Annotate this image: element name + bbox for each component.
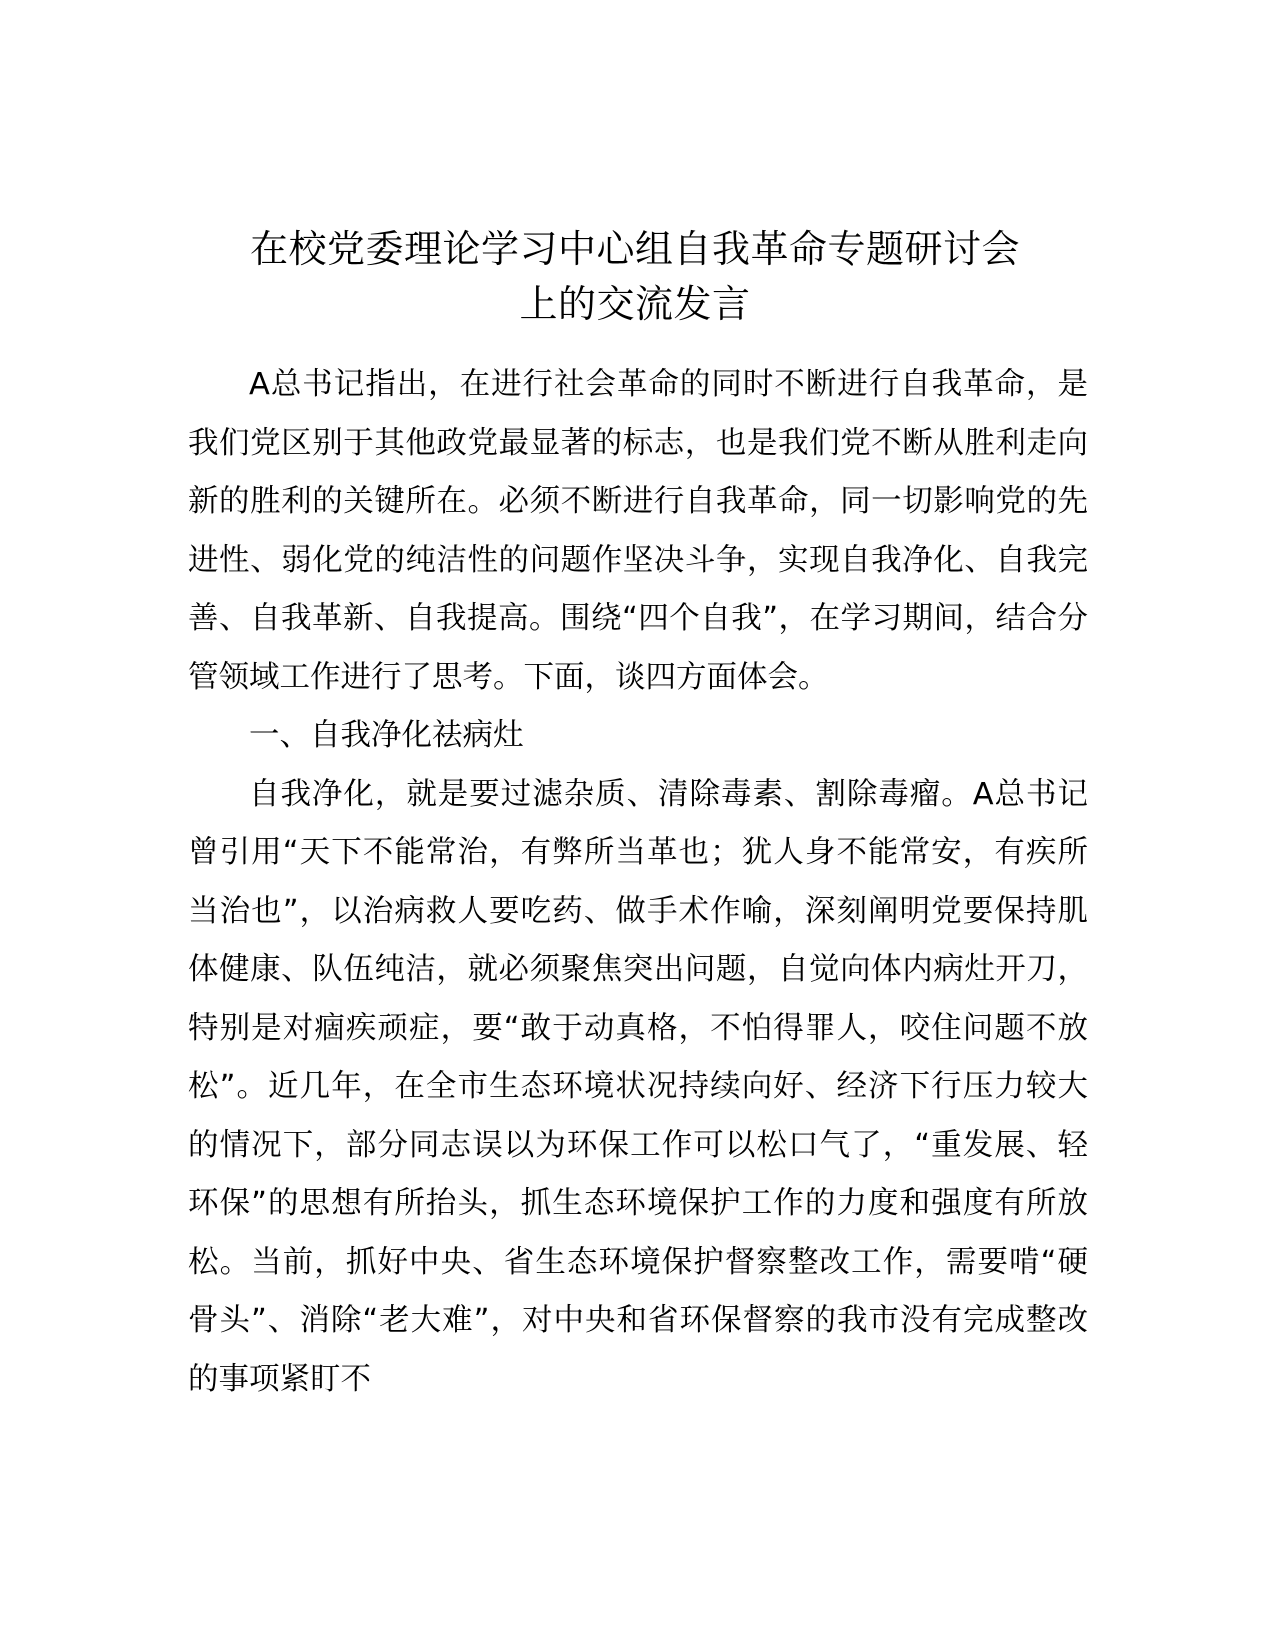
section-heading-1: 一、自我净化祛病灶: [249, 718, 524, 753]
title-line-1: 在校党委理论学习中心组自我革命专题研讨会: [249, 227, 1020, 271]
document-body: [188, 356, 1088, 1409]
paragraph-section-1: 自我净化，就是要过滤杂质、清除毒素、割除毒瘤。A总书记曾引用“天下不能常治，有弊所当革也；犹人身不能常安，有疾所当治也”，以治病救人要吃药、做手术作喻，深刻阐明党要保持肌体健康、队伍纯洁，就必须聚焦突出问题，自觉向体内病灶开刀，特别是对痼疾顽症，要“敢于动真格，不怕得罪人，咬住问题不放松”。近几年，在全市生态环境状况持续向好、经济下行压力较大的情况下，部分同志误以为环保工作可以松口气了，“重发展、轻环保”的思想有所抬头，抓生态环境保护工作的力度和强度有所放松。当前，抓好中央、省生态环境保护督察整改工作，需要啃“硬骨头”、消除“老大难”，对中央和省环保督察的我市没有完成整改的事项紧盯不: [188, 776, 1088, 1397]
paragraph-intro: A总书记指出，在进行社会革命的同时不断进行自我革命，是我们党区别于其他政党最显著的标志，也是我们党不断从胜利走向新的胜利的关键所在。必须不断进行自我革命，同一切影响党的先进性、弱化党的纯洁性的问题作坚决斗争，实现自我净化、自我完善、自我革新、自我提高。围绕“四个自我”，在学习期间，结合分管领域工作进行了思考。下面，谈四方面体会。: [188, 367, 1088, 695]
document-title: [175, 222, 1095, 332]
title-line-2: 上的交流发言: [519, 282, 751, 326]
